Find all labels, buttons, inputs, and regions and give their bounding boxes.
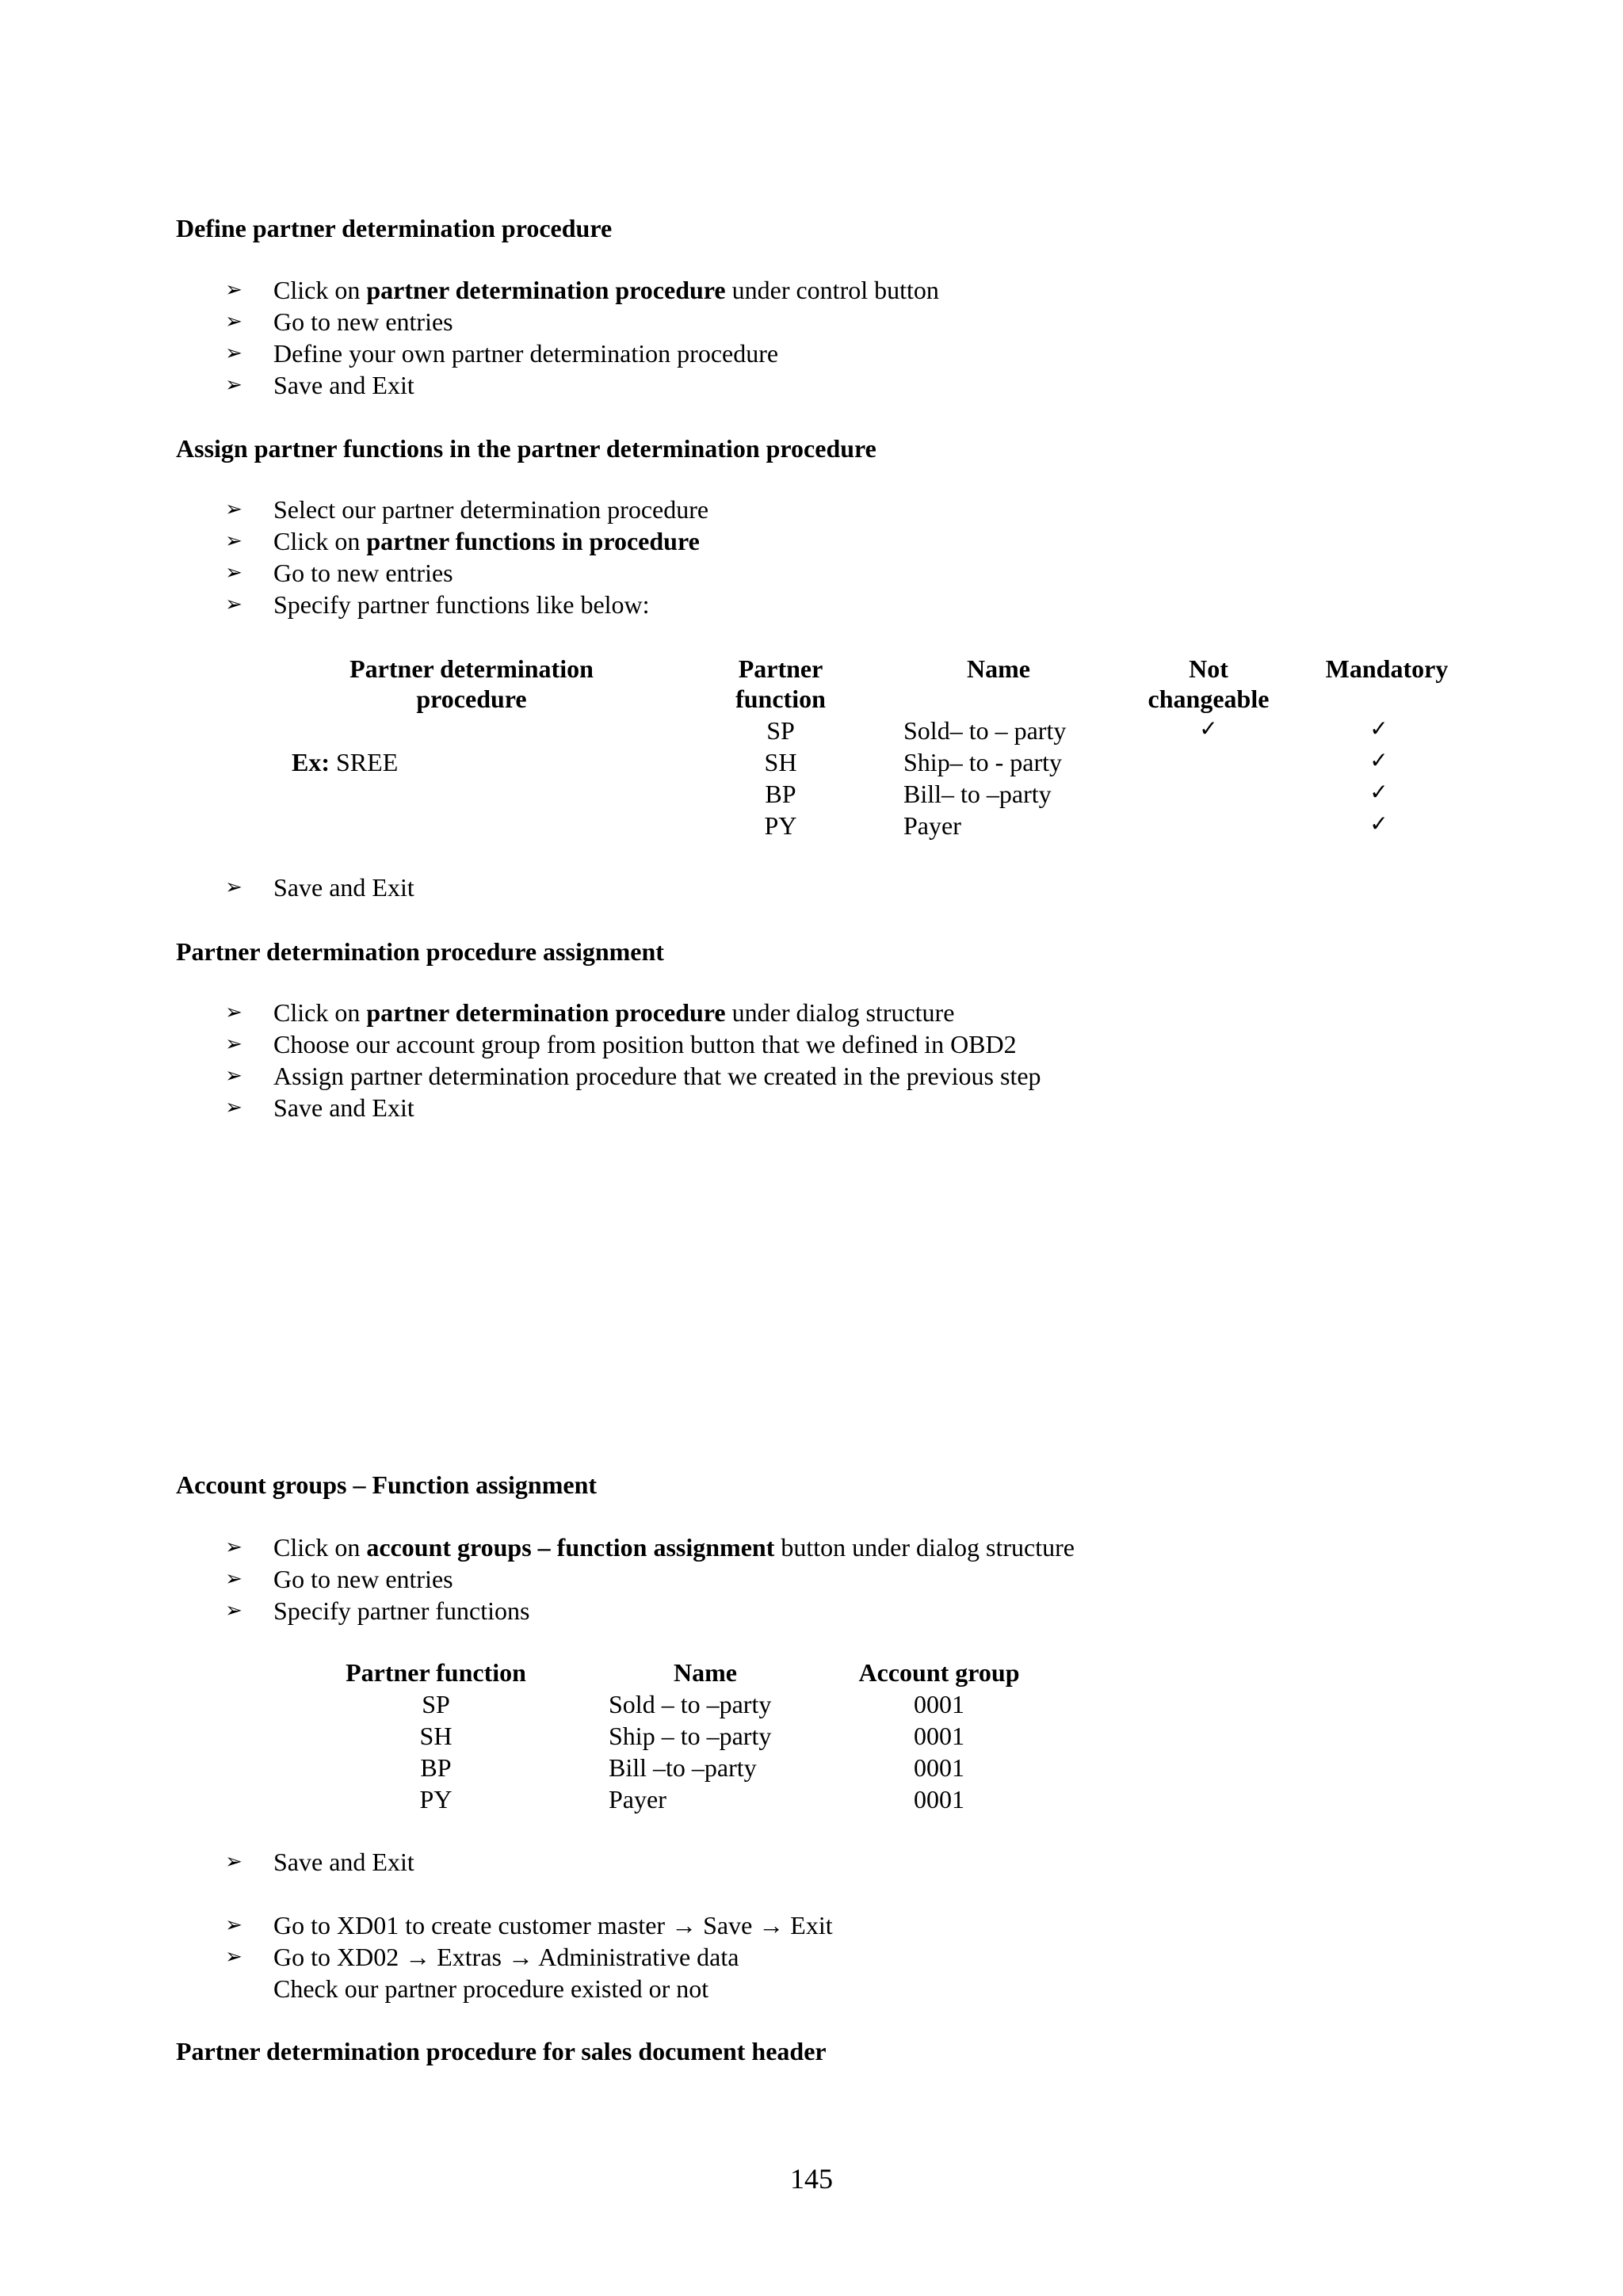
list-item: ➢ Go to new entries (223, 306, 939, 338)
bullet-list-account-groups-after (223, 1846, 414, 1878)
header-not-changeable-line2: changeable (1148, 685, 1270, 713)
arrowhead-bullet-icon: ➢ (225, 310, 242, 334)
header-procedure-line2: procedure (416, 685, 527, 713)
list-item: ➢ Go to XD02 → Extras → Administrative data (223, 1941, 833, 1973)
arrowhead-bullet-icon: ➢ (225, 1913, 242, 1937)
header-account-group: Account group (858, 1658, 1020, 1687)
header-name: Name (967, 654, 1030, 683)
bullet-list-account-groups (223, 1531, 1075, 1627)
header-function-line2: function (735, 685, 826, 713)
check-icon: ✓ (1199, 715, 1218, 742)
list-item: ➢ Specify partner functions like below: (223, 589, 708, 620)
section-heading-define: Define partner determination procedure (176, 214, 613, 242)
arrowhead-bullet-icon: ➢ (225, 1032, 242, 1056)
list-item: ➢ Define your own partner determination procedure (223, 338, 939, 369)
list-item: ➢ Click on account groups – function assignment button under dialog structure (223, 1531, 1075, 1563)
row-name: Bill –to –party (609, 1753, 757, 1782)
arrowhead-bullet-icon: ➢ (225, 561, 242, 585)
row-function: SH (764, 748, 797, 776)
list-item: ➢ Go to XD01 to create customer master → Save → Exit (223, 1909, 833, 1941)
example-value: SREE (330, 748, 399, 776)
bullet-list-xd (223, 1909, 833, 1973)
arrowhead-bullet-icon: ➢ (225, 1850, 242, 1874)
check-icon: ✓ (1369, 810, 1388, 837)
bullet-list-assignment (223, 997, 1041, 1123)
header-partner-function: Partner function (346, 1658, 526, 1687)
check-icon: ✓ (1369, 779, 1388, 805)
list-item: ➢ Select our partner determination procedure (223, 494, 708, 525)
list-item: ➢ Go to new entries (223, 557, 708, 589)
arrowhead-bullet-icon: ➢ (225, 1064, 242, 1088)
row-function: BP (420, 1753, 452, 1782)
page-number: 145 (790, 2163, 833, 2195)
arrowhead-bullet-icon: ➢ (225, 529, 242, 553)
list-item: ➢ Specify partner functions (223, 1595, 1075, 1627)
arrowhead-bullet-icon: ➢ (225, 341, 242, 365)
section-heading-assign: Assign partner functions in the partner determination procedure (176, 434, 876, 463)
row-name: Ship– to - party (903, 748, 1062, 776)
check-icon: ✓ (1369, 747, 1388, 773)
row-function: SH (419, 1722, 453, 1750)
row-function: SP (422, 1690, 450, 1718)
list-item: ➢ Save and Exit (223, 1092, 1041, 1123)
section-heading-account-groups: Account groups – Function assignment (176, 1470, 598, 1499)
row-function: PY (419, 1785, 453, 1814)
row-name: Payer (903, 811, 961, 840)
row-name: Payer (609, 1785, 666, 1814)
row-account-group: 0001 (914, 1690, 964, 1718)
list-item: ➢ Save and Exit (223, 369, 939, 401)
bullet-list-assign-after (223, 871, 414, 903)
row-function: PY (764, 811, 797, 840)
xd-note: Check our partner procedure existed or not (273, 1974, 709, 2003)
bullet-list-define (223, 274, 939, 401)
header-function-line1: Partner (738, 654, 823, 683)
arrowhead-bullet-icon: ➢ (225, 1096, 242, 1119)
arrowhead-bullet-icon: ➢ (225, 1001, 242, 1024)
list-item: ➢ Click on partner determination procedure under dialog structure (223, 997, 1041, 1028)
section-heading-assignment: Partner determination procedure assignment (176, 937, 664, 966)
list-item: ➢ Save and Exit (223, 1846, 414, 1878)
row-function: BP (765, 780, 796, 808)
list-item: ➢ Choose our account group from position button that we defined in OBD2 (223, 1028, 1041, 1060)
arrowhead-bullet-icon: ➢ (225, 1535, 242, 1559)
list-item: ➢ Click on partner determination procedure under control button (223, 274, 939, 306)
example-label: Ex: (292, 748, 330, 776)
header-name: Name (674, 1658, 737, 1687)
arrowhead-bullet-icon: ➢ (225, 1567, 242, 1591)
arrowhead-bullet-icon: ➢ (225, 1945, 242, 1969)
list-item: ➢ Click on partner functions in procedure (223, 525, 708, 557)
row-function: SP (766, 716, 795, 745)
bullet-list-assign (223, 494, 708, 620)
row-name: Ship – to –party (609, 1722, 772, 1750)
list-item: ➢ Assign partner determination procedure that we created in the previous step (223, 1060, 1041, 1092)
section-heading-sales-header: Partner determination procedure for sales document header (176, 2037, 827, 2065)
row-name: Sold – to –party (609, 1690, 772, 1718)
arrowhead-bullet-icon: ➢ (225, 593, 242, 616)
list-item: ➢ Go to new entries (223, 1563, 1075, 1595)
arrowhead-bullet-icon: ➢ (225, 875, 242, 899)
header-not-changeable-line1: Not (1189, 654, 1228, 683)
row-account-group: 0001 (914, 1722, 964, 1750)
row-name: Sold– to – party (903, 716, 1067, 745)
row-account-group: 0001 (914, 1753, 964, 1782)
header-mandatory: Mandatory (1325, 654, 1449, 683)
arrowhead-bullet-icon: ➢ (225, 373, 242, 397)
list-item: ➢ Save and Exit (223, 871, 414, 903)
row-account-group: 0001 (914, 1785, 964, 1814)
arrowhead-bullet-icon: ➢ (225, 498, 242, 521)
example-procedure (292, 746, 398, 778)
arrowhead-bullet-icon: ➢ (225, 1599, 242, 1623)
row-name: Bill– to –party (903, 780, 1052, 808)
check-icon: ✓ (1369, 715, 1388, 742)
arrowhead-bullet-icon: ➢ (225, 278, 242, 302)
header-procedure-line1: Partner determination (349, 654, 594, 683)
